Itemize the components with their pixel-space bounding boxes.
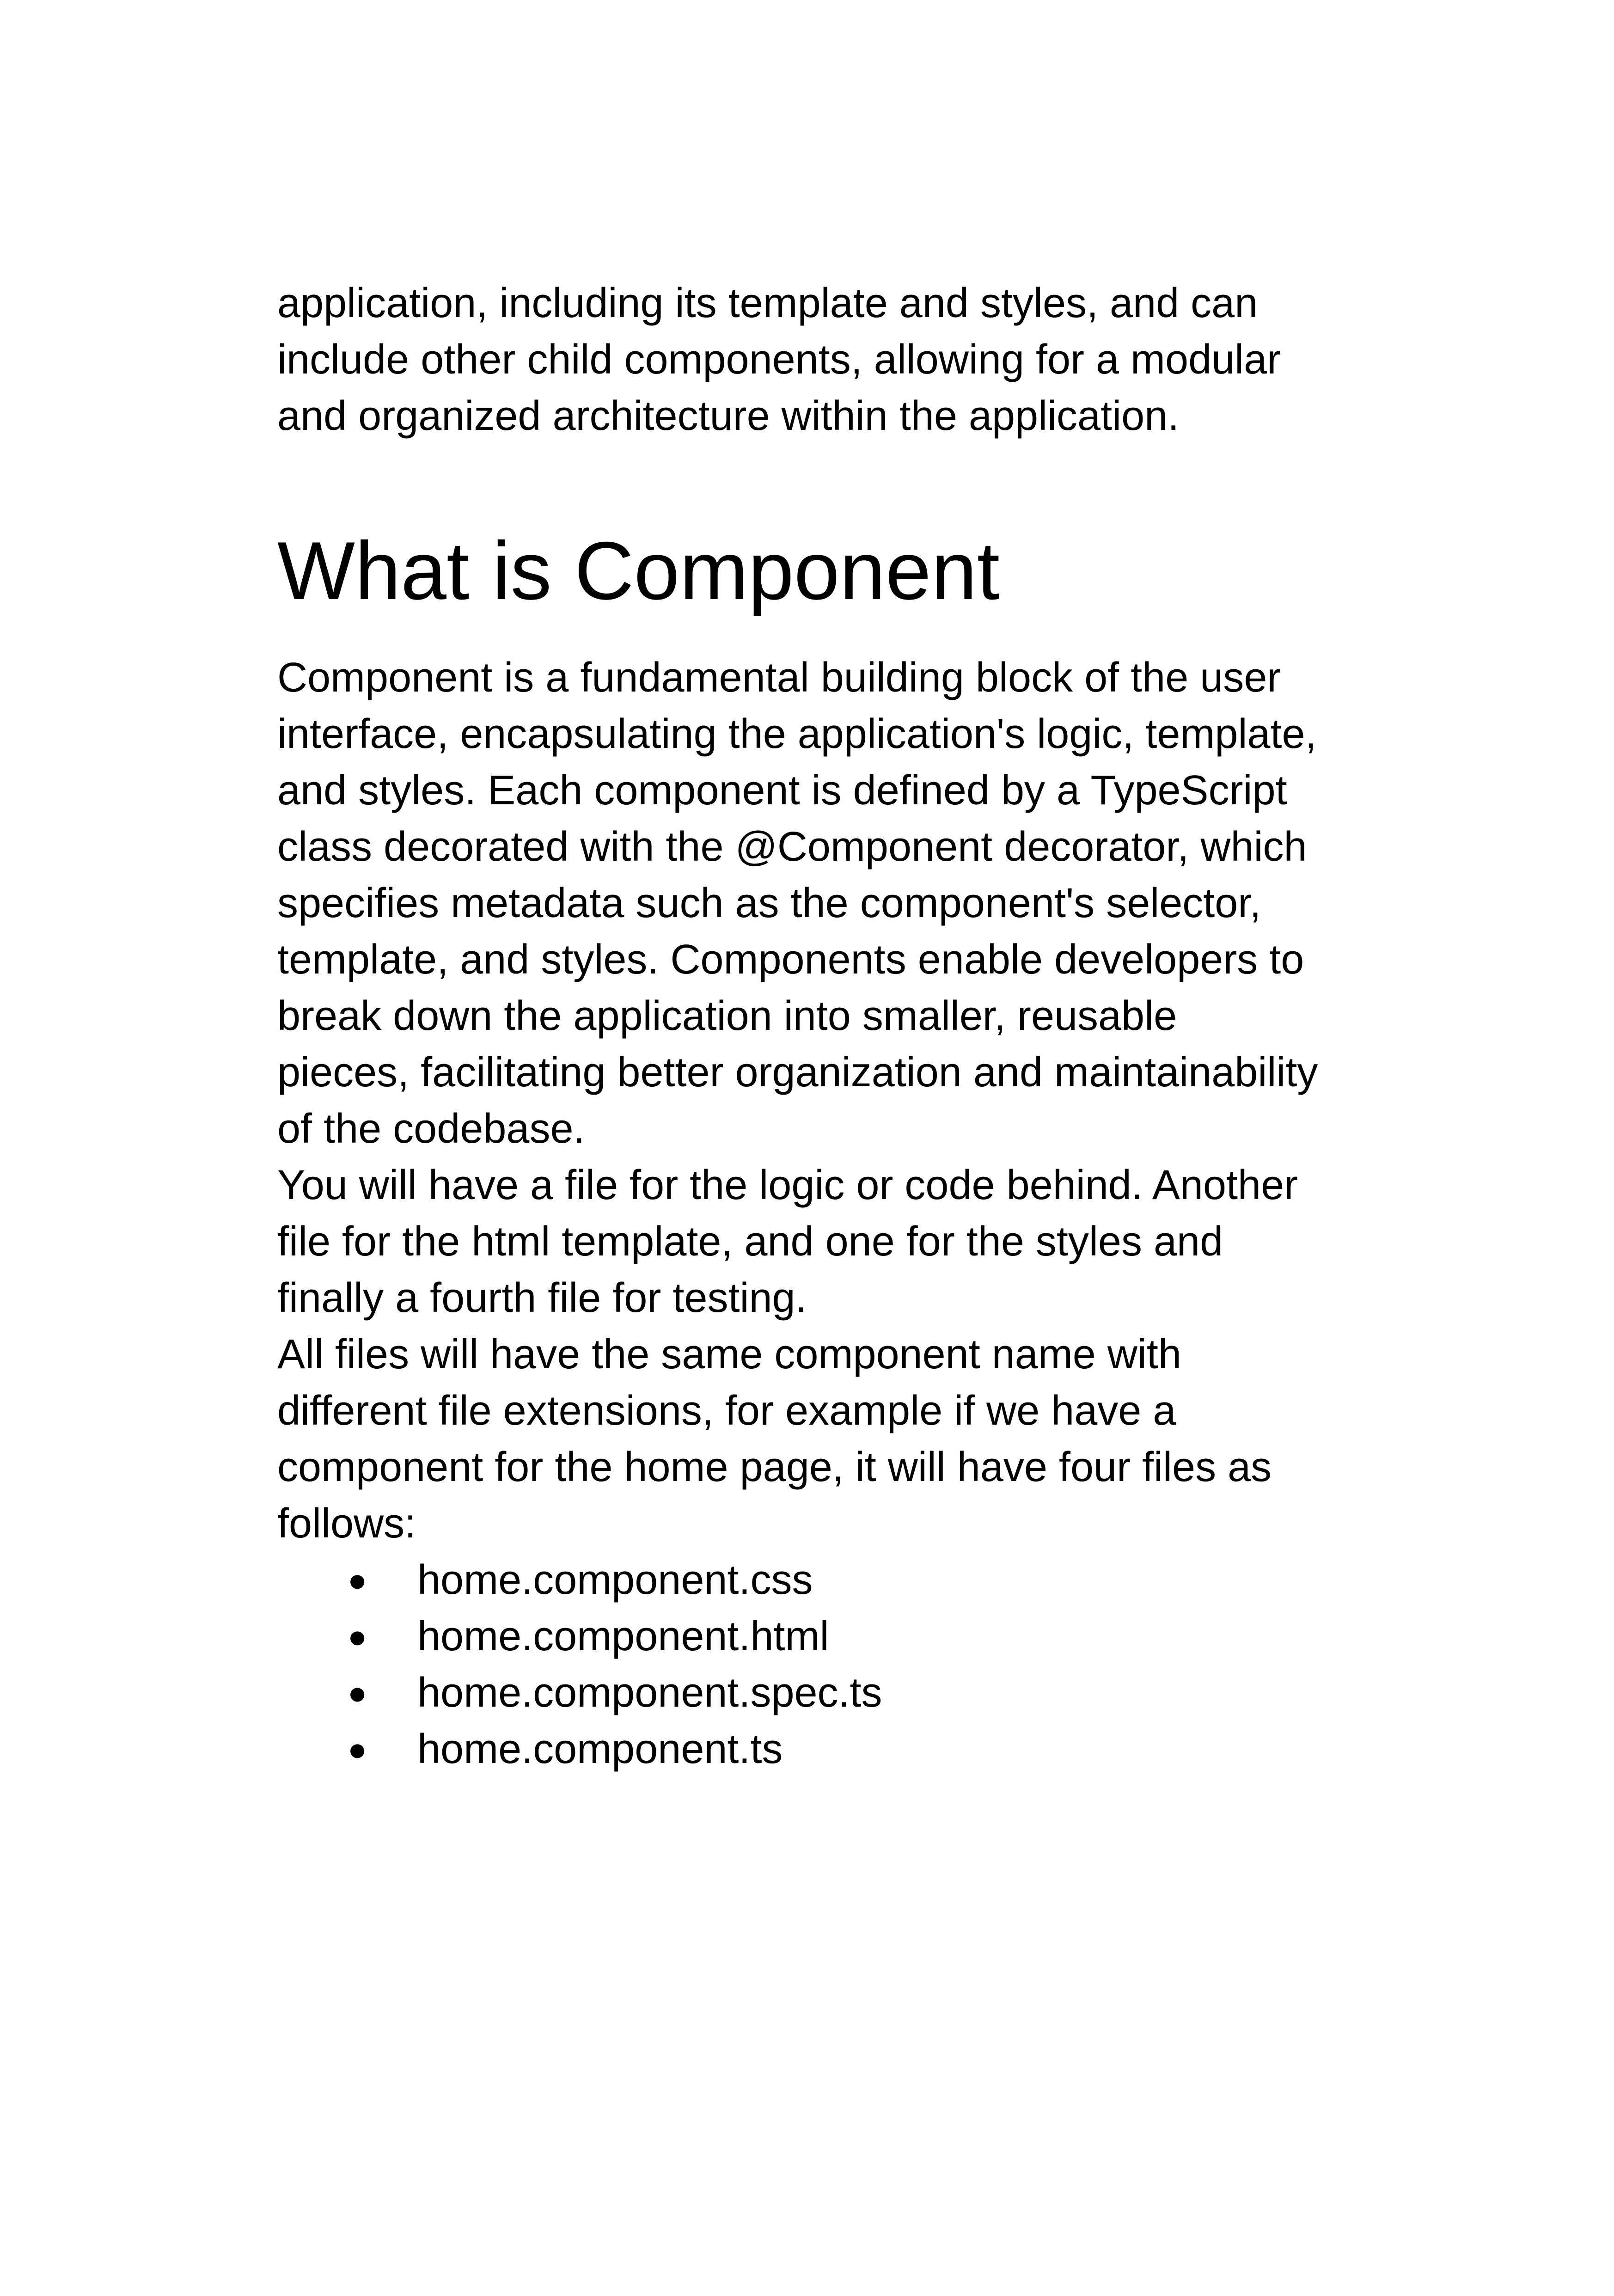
file-name: home.component.html [417, 1613, 829, 1659]
list-item [277, 1552, 882, 1608]
list-item [277, 1665, 882, 1721]
file-name: home.component.spec.ts [417, 1670, 882, 1716]
component-file-list [277, 1552, 882, 1777]
list-item [277, 1721, 882, 1777]
component-files-paragraph: You will have a file for the logic or code behind. Another file for the html template, and one for the styles and finally a fourth file for testing. [277, 1162, 1298, 1321]
list-item [277, 1608, 882, 1665]
component-definition-paragraph: Component is a fundamental building block of the user interface, encapsulating the application's logic, template, and styles. Each component is defined by a TypeScript class decorated with the @Component decorator, which specifies metadata such as the component's selector, template, and styles. Components enable developers to break down the application into smaller, reusable pieces, facilitating better organization and maintainability of the codebase. [277, 655, 1318, 1152]
bullet-icon: ● [348, 1562, 367, 1598]
file-name: home.component.ts [417, 1726, 783, 1772]
section-heading: What is Component [277, 525, 1000, 617]
intro-paragraph: application, including its template and styles, and can include other child components, allowing for a modular and organized architecture within the application. [277, 280, 1281, 439]
bullet-icon: ● [348, 1675, 367, 1711]
bullet-icon: ● [348, 1731, 367, 1767]
file-naming-paragraph: All files will have the same component name with different file extensions, for example if we have a component for the home page, it will have four files as follows: [277, 1331, 1272, 1547]
bullet-icon: ● [348, 1618, 367, 1654]
file-name: home.component.css [417, 1557, 813, 1603]
